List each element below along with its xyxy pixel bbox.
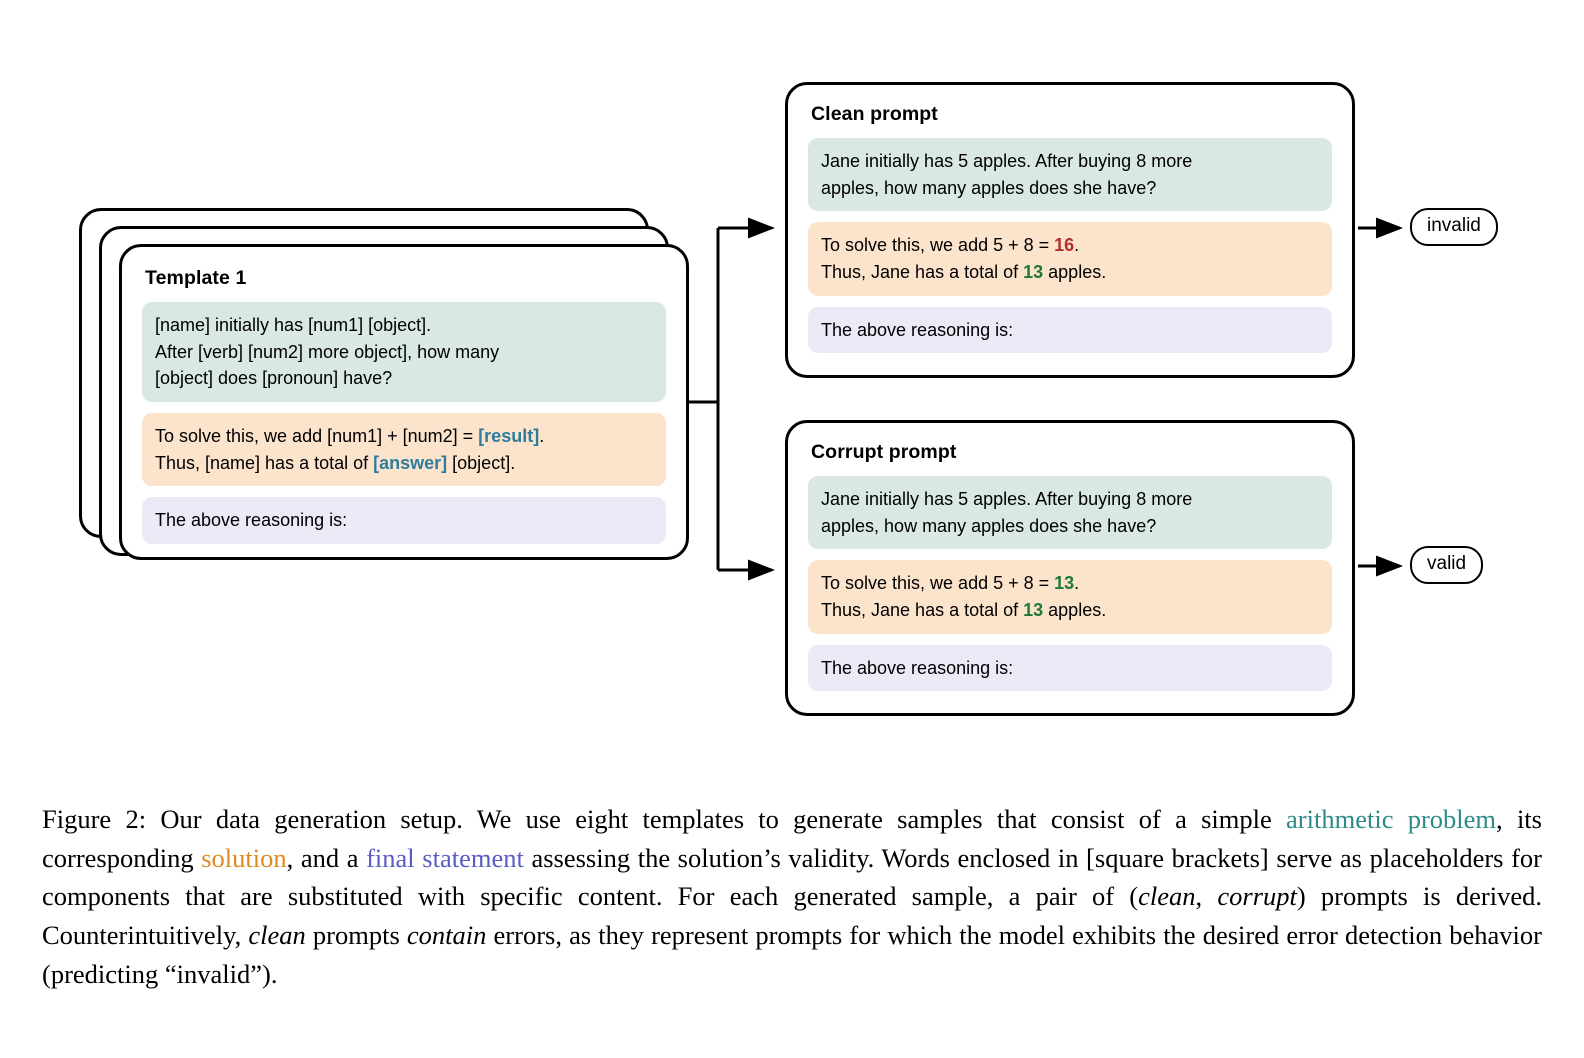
corrupt-final-segment: The above reasoning is: <box>808 645 1332 692</box>
clean-problem-line-2: apples, how many apples does she have? <box>821 177 1157 198</box>
clean-answer-prefix: Thus, Jane has a total of <box>821 261 1024 282</box>
template-answer-suffix: [object]. <box>447 452 516 473</box>
figure-caption <box>42 800 1542 993</box>
corrupt-prompt-card <box>785 420 1355 716</box>
corrupt-problem-line-1: Jane initially has 5 apples. After buying 8 more <box>821 489 1193 509</box>
clean-solution-suffix: . <box>1074 235 1080 256</box>
clean-solution-line-1 <box>821 232 1319 259</box>
caption-contain-italic: contain <box>406 920 487 951</box>
caption-arithmetic-problem: arithmetic problem <box>1286 804 1497 834</box>
clean-result-number: 16 <box>1054 235 1075 256</box>
clean-answer-suffix: apples. <box>1043 261 1107 282</box>
template-solution-segment <box>142 413 666 486</box>
corrupt-answer-prefix: Thus, Jane has a total of <box>821 599 1024 620</box>
caption-part-4: assessing the solution’s validity. Words enclosed in [square brackets] serve as placeholders for components that are substituted with specific content. For each generated sample, a pair of ( <box>42 842 1542 912</box>
template-problem-segment <box>142 302 666 402</box>
clean-final-segment: The above reasoning is: <box>808 307 1332 354</box>
verdict-valid-label: valid <box>1410 546 1483 584</box>
template-solution-line-2 <box>155 450 653 477</box>
corrupt-solution-suffix: . <box>1074 573 1080 594</box>
corrupt-solution-prefix: To solve this, we add 5 + 8 = <box>821 573 1055 594</box>
corrupt-problem-segment <box>808 476 1332 549</box>
template-title: Template 1 <box>145 267 247 289</box>
caption-part-5: , <box>1195 881 1218 912</box>
corrupt-solution-segment <box>808 560 1332 633</box>
template-solution-line-1 <box>155 423 653 450</box>
template-problem-line-1: [name] initially has [num1] [object]. <box>155 315 432 335</box>
clean-problem-segment <box>808 138 1332 211</box>
template-problem-line-3: [object] does [pronoun] have? <box>155 368 393 389</box>
template-answer-prefix: Thus, [name] has a total of <box>155 452 374 473</box>
clean-prompt-card <box>785 82 1355 378</box>
caption-final-statement: final statement <box>366 842 524 873</box>
caption-clean-italic-2: clean <box>248 920 306 951</box>
corrupt-solution-line-1 <box>821 570 1319 597</box>
template-card <box>119 244 689 560</box>
template-answer-placeholder: [answer] <box>373 452 448 473</box>
corrupt-prompt-title: Corrupt prompt <box>811 441 957 463</box>
template-solution-prefix: To solve this, we add [num1] + [num2] = <box>155 425 479 446</box>
caption-part-8: errors, as they represent prompts for which the model exhibits the desired error detection behavior (predicting “invalid”). <box>42 920 1542 989</box>
template-final-segment: The above reasoning is: <box>142 497 666 544</box>
template-problem-line-2: After [verb] [num2] more object], how many <box>155 341 500 362</box>
corrupt-answer-number: 13 <box>1023 599 1044 620</box>
caption-part-6: ) prompts is derived. Counterintuitively, <box>42 881 1542 951</box>
template-solution-suffix: . <box>539 425 545 446</box>
corrupt-result-number: 13 <box>1054 573 1075 594</box>
clean-problem-line-1: Jane initially has 5 apples. After buying 8 more <box>821 151 1193 171</box>
template-result-placeholder: [result] <box>478 425 540 446</box>
caption-part-1: Figure 2: Our data generation setup. We use eight templates to generate samples that consist of a simple <box>42 804 1287 834</box>
corrupt-answer-suffix: apples. <box>1043 599 1107 620</box>
caption-part-3: , and a <box>286 842 367 873</box>
caption-part-2: , its corresponding <box>42 804 1542 873</box>
clean-prompt-title: Clean prompt <box>811 103 938 125</box>
clean-solution-prefix: To solve this, we add 5 + 8 = <box>821 235 1055 256</box>
clean-answer-number: 13 <box>1023 261 1044 282</box>
caption-corrupt-italic: corrupt <box>1217 881 1297 912</box>
verdict-invalid-label: invalid <box>1410 208 1498 246</box>
clean-solution-segment <box>808 222 1332 295</box>
clean-solution-line-2 <box>821 259 1319 286</box>
caption-solution: solution <box>201 842 287 873</box>
corrupt-solution-line-2 <box>821 597 1319 624</box>
caption-clean-italic: clean <box>1138 881 1196 912</box>
caption-part-7: prompts <box>305 920 407 951</box>
corrupt-problem-line-2: apples, how many apples does she have? <box>821 515 1157 536</box>
